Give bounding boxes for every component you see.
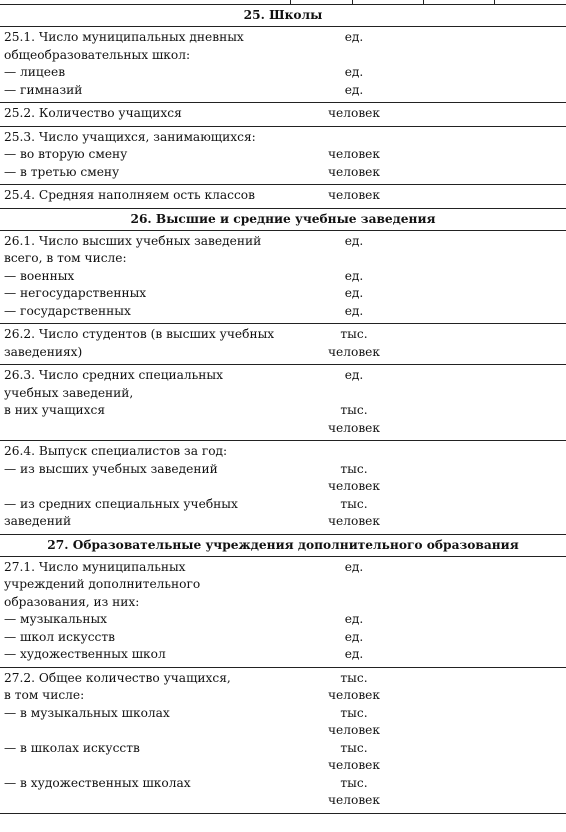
unit-cell: человек bbox=[327, 106, 381, 120]
indicator-label: — в художественных школах bbox=[4, 775, 191, 790]
indicator-label: в том числе: bbox=[4, 688, 85, 702]
unit-cell: человек bbox=[327, 688, 381, 702]
indicator-group bbox=[0, 103, 566, 126]
section-heading: 25. Школы bbox=[243, 8, 323, 22]
table-row bbox=[0, 559, 566, 577]
indicator-label: в них учащихся bbox=[4, 403, 106, 417]
unit-cell: тыс. bbox=[340, 775, 368, 790]
unit-cell: ед. bbox=[344, 629, 364, 644]
table-row bbox=[0, 385, 566, 403]
table-row bbox=[0, 646, 566, 664]
table-row bbox=[0, 670, 566, 688]
indicator-label: — во вторую смену bbox=[4, 147, 128, 161]
table-row bbox=[0, 82, 566, 100]
table-row bbox=[0, 792, 566, 810]
table-row bbox=[0, 443, 566, 461]
indicator-label: — из средних специальных учебных bbox=[4, 496, 238, 511]
unit-cell: человек bbox=[327, 147, 381, 161]
indicator-label: — в музыкальных школах bbox=[4, 705, 170, 720]
unit-cell: человек bbox=[327, 344, 381, 359]
indicator-group bbox=[0, 324, 566, 364]
table-row bbox=[0, 420, 566, 438]
table-row bbox=[0, 461, 566, 479]
indicator-label: 25.4. Средняя наполняем ость классов bbox=[4, 188, 255, 202]
column-divider bbox=[494, 0, 495, 4]
indicator-label: — из высших учебных заведений bbox=[4, 461, 218, 476]
indicator-label: — лицеев bbox=[4, 65, 66, 79]
unit-cell: ед. bbox=[344, 268, 364, 283]
indicator-group bbox=[0, 557, 566, 667]
indicator-label: — художественных школ bbox=[4, 647, 166, 661]
table-top-stub bbox=[0, 0, 566, 4]
column-divider bbox=[290, 0, 291, 4]
table-row bbox=[0, 367, 566, 385]
table-row bbox=[0, 496, 566, 514]
indicator-label: — музыкальных bbox=[4, 612, 108, 626]
unit-cell: человек bbox=[327, 723, 381, 737]
unit-cell: человек bbox=[327, 758, 381, 772]
unit-cell: ед. bbox=[344, 233, 364, 248]
unit-cell bbox=[290, 594, 410, 612]
table-row bbox=[0, 722, 566, 740]
table-row bbox=[0, 64, 566, 82]
unit-cell: тыс. bbox=[340, 327, 368, 341]
column-divider bbox=[352, 0, 353, 4]
section-heading: 26. Высшие и средние учебные заведения bbox=[130, 211, 436, 226]
table-row bbox=[0, 268, 566, 286]
unit-cell: человек bbox=[327, 514, 381, 528]
table-row bbox=[0, 402, 566, 420]
indicator-label: 26.1. Число высших учебных заведений bbox=[4, 233, 262, 248]
table-row bbox=[0, 687, 566, 705]
table-row bbox=[0, 344, 566, 362]
indicator-label: всего, в том числе: bbox=[4, 251, 127, 265]
indicator-label: — в третью смену bbox=[4, 164, 120, 179]
indicator-label: 26.3. Число средних специальных bbox=[4, 368, 224, 382]
table-body bbox=[0, 4, 566, 814]
table-row bbox=[0, 740, 566, 758]
table-row bbox=[0, 775, 566, 793]
unit-cell bbox=[290, 576, 410, 594]
indicator-group bbox=[0, 365, 566, 440]
unit-cell: тыс. bbox=[340, 705, 368, 720]
table-row bbox=[0, 47, 566, 65]
table-row bbox=[0, 478, 566, 496]
table-row bbox=[0, 164, 566, 182]
unit-cell bbox=[290, 47, 410, 65]
unit-cell bbox=[290, 129, 410, 147]
indicator-group bbox=[0, 668, 566, 813]
indicator-label: 25.1. Число муниципальных дневных bbox=[4, 30, 244, 44]
indicator-label bbox=[0, 792, 290, 810]
indicator-label bbox=[0, 722, 290, 740]
indicator-group bbox=[0, 127, 566, 185]
unit-cell: тыс. bbox=[340, 670, 368, 685]
indicator-group bbox=[0, 441, 566, 534]
table-row bbox=[0, 611, 566, 629]
horizontal-rule bbox=[0, 813, 566, 814]
column-divider bbox=[423, 0, 424, 4]
unit-cell: тыс. bbox=[340, 496, 368, 511]
section-heading: 27. Образовательные учреждения дополнительного образования bbox=[47, 537, 519, 552]
indicator-group bbox=[0, 185, 566, 208]
indicator-label bbox=[0, 420, 290, 438]
indicator-label: 26.4. Выпуск специалистов за год: bbox=[4, 444, 228, 458]
indicator-label: заведениях) bbox=[4, 344, 83, 359]
indicator-label: 25.3. Число учащихся, занимающихся: bbox=[4, 129, 256, 144]
indicator-group bbox=[0, 27, 566, 102]
table-row bbox=[0, 29, 566, 47]
table-row bbox=[0, 105, 566, 123]
unit-cell: ед. bbox=[344, 65, 364, 79]
table-row bbox=[0, 705, 566, 723]
unit-cell: ед. bbox=[344, 559, 364, 574]
unit-cell bbox=[290, 443, 410, 461]
unit-cell: человек bbox=[327, 793, 381, 807]
indicator-label: общеобразовательных школ: bbox=[4, 47, 191, 62]
indicator-label: — военных bbox=[4, 268, 75, 283]
indicator-label bbox=[0, 757, 290, 775]
indicator-label: 26.2. Число студентов (в высших учебных bbox=[4, 327, 275, 341]
unit-cell: человек bbox=[327, 479, 381, 493]
indicator-label: — государственных bbox=[4, 303, 131, 318]
unit-cell: ед. bbox=[344, 30, 364, 44]
indicator-label: 25.2. Количество учащихся bbox=[4, 106, 182, 120]
indicator-label: — негосударственных bbox=[4, 286, 147, 300]
table-row bbox=[0, 594, 566, 612]
indicator-label: учреждений дополнительного bbox=[4, 577, 201, 591]
unit-cell bbox=[290, 250, 410, 268]
table-row bbox=[0, 513, 566, 531]
indicator-label: — гимназий bbox=[4, 82, 83, 97]
indicator-group bbox=[0, 231, 566, 324]
unit-cell: тыс. bbox=[340, 740, 368, 755]
unit-cell: ед. bbox=[344, 82, 364, 97]
unit-cell: ед. bbox=[344, 368, 364, 382]
unit-cell bbox=[290, 385, 410, 403]
unit-cell: человек bbox=[327, 420, 381, 435]
unit-cell: ед. bbox=[344, 612, 364, 626]
unit-cell: ед. bbox=[344, 647, 364, 661]
indicator-label: — в школах искусств bbox=[4, 740, 140, 755]
unit-cell: человек bbox=[327, 164, 381, 179]
unit-cell: тыс. bbox=[340, 461, 368, 476]
indicator-label: заведений bbox=[4, 514, 72, 528]
unit-cell: тыс. bbox=[340, 403, 368, 417]
table-row bbox=[0, 629, 566, 647]
indicator-label bbox=[0, 478, 290, 496]
table-row bbox=[0, 250, 566, 268]
table-row bbox=[0, 233, 566, 251]
table-row bbox=[0, 187, 566, 205]
unit-cell: ед. bbox=[344, 303, 364, 318]
indicator-label: образования, из них: bbox=[4, 594, 140, 609]
indicator-label: 27.1. Число муниципальных bbox=[4, 559, 186, 574]
table-row bbox=[0, 326, 566, 344]
table-row bbox=[0, 285, 566, 303]
indicator-label: — школ искусств bbox=[4, 629, 115, 644]
indicator-label: учебных заведений, bbox=[4, 385, 134, 400]
unit-cell: человек bbox=[327, 188, 381, 202]
indicator-label: 27.2. Общее количество учащихся, bbox=[4, 670, 231, 685]
table-row bbox=[0, 146, 566, 164]
table-row bbox=[0, 757, 566, 775]
table-row bbox=[0, 576, 566, 594]
table-row bbox=[0, 303, 566, 321]
table-row bbox=[0, 129, 566, 147]
unit-cell: ед. bbox=[344, 286, 364, 300]
